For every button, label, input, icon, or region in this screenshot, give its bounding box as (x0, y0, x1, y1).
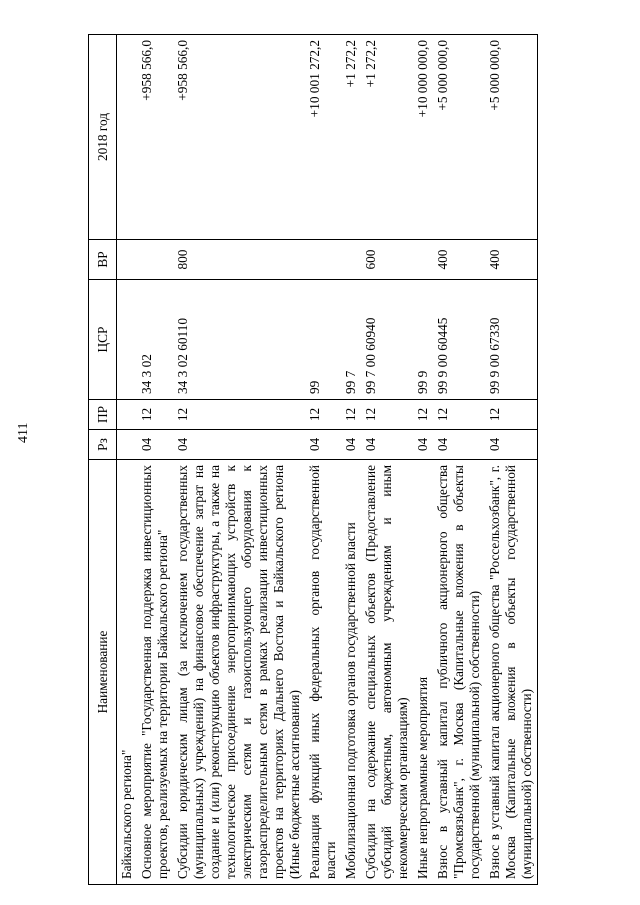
row-vr: 400 (433, 240, 485, 280)
row-rz: 04 (341, 430, 361, 460)
page-number: 411 (16, 422, 31, 443)
row-amount: +958 566,0 (137, 35, 173, 240)
row-vr (341, 240, 361, 280)
row-pr: 12 (361, 400, 413, 430)
row-csr: 34 3 02 60110 (173, 280, 305, 400)
table-row (117, 35, 138, 885)
row-amount (117, 35, 138, 240)
row-name: Субсидии юридическим лицам (за исключением государственных (муниципальных) учреждений) на финансовое обеспечение затрат на создание и (или) реконструкцию объектов инфраструктуры, а также на технологическое присоединение энергопринимающих устройств к электрическим сетям и газоиспользующего оборудования к газораспределительным сетям в рамках реализации инвестиционных проектов на территориях Дальнего Востока и Байкальского региона (Иные бюджетные ассигнования) (173, 460, 305, 885)
row-csr (117, 280, 138, 400)
row-amount: +5 000 000,0 (433, 35, 485, 240)
row-pr: 12 (341, 400, 361, 430)
row-vr: 800 (173, 240, 305, 280)
row-amount: +5 000 000,0 (485, 35, 538, 240)
row-name: Основное мероприятие "Государственная поддержка инвестиционных проектов, реализуемых на территории Байкальского региона" (137, 460, 173, 885)
row-pr: 12 (413, 400, 433, 430)
table-row (137, 35, 173, 885)
header-year: 2018 год (89, 35, 117, 240)
rotated-table-area (88, 35, 633, 885)
table-row (413, 35, 433, 885)
row-vr (117, 240, 138, 280)
row-csr: 99 9 00 67330 (485, 280, 538, 400)
row-amount: +1 272,2 (361, 35, 413, 240)
row-rz: 04 (305, 430, 341, 460)
row-pr: 12 (137, 400, 173, 430)
table-header-row (89, 35, 117, 885)
row-rz: 04 (433, 430, 485, 460)
row-name: Реализация функций иных федеральных органов государственной власти (305, 460, 341, 885)
row-csr: 99 7 00 60940 (361, 280, 413, 400)
table-row (433, 35, 485, 885)
table-row (485, 35, 538, 885)
header-rz: Рз (89, 430, 117, 460)
row-vr (413, 240, 433, 280)
table-row (361, 35, 413, 885)
row-vr: 600 (361, 240, 413, 280)
row-name: Взнос в уставный капитал акционерного общества "Россельхозбанк", г. Москва (Капитальные вложения в объекты государственной (муниципальной) собственности) (485, 460, 538, 885)
row-rz: 04 (361, 430, 413, 460)
row-name: Субсидии на содержание специальных объектов (Предоставление субсидий бюджетным, автономным учреждениям и иным некоммерческим организациям) (361, 460, 413, 885)
header-name: Наименование (89, 460, 117, 885)
row-pr: 12 (433, 400, 485, 430)
row-rz (117, 430, 138, 460)
row-name: Байкальского региона" (117, 460, 138, 885)
row-pr: 12 (305, 400, 341, 430)
row-vr (305, 240, 341, 280)
row-csr: 99 9 (413, 280, 433, 400)
row-rz: 04 (485, 430, 538, 460)
header-csr: ЦСР (89, 280, 117, 400)
header-pr: ПР (89, 400, 117, 430)
row-pr: 12 (173, 400, 305, 430)
row-name: Мобилизационная подготовка органов государственной власти (341, 460, 361, 885)
table-row (341, 35, 361, 885)
budget-table (88, 34, 538, 885)
row-amount: +958 566,0 (173, 35, 305, 240)
table-row (305, 35, 341, 885)
row-csr: 99 (305, 280, 341, 400)
row-vr (137, 240, 173, 280)
row-amount: +10 000 000,0 (413, 35, 433, 240)
row-csr: 99 9 00 60445 (433, 280, 485, 400)
row-pr: 12 (485, 400, 538, 430)
row-name: Иные непрограммные мероприятия (413, 460, 433, 885)
row-rz: 04 (413, 430, 433, 460)
header-vr: ВР (89, 240, 117, 280)
row-vr: 400 (485, 240, 538, 280)
row-rz: 04 (137, 430, 173, 460)
row-name: Взнос в уставный капитал публичного акционерного общества "Промсвязьбанк", г. Москва (Капитальные вложения в объекты государственной (муниципальной) собственности) (433, 460, 485, 885)
row-rz: 04 (173, 430, 305, 460)
row-csr: 34 3 02 (137, 280, 173, 400)
row-csr: 99 7 (341, 280, 361, 400)
table-row (173, 35, 305, 885)
row-amount: +10 001 272,2 (305, 35, 341, 240)
row-pr (117, 400, 138, 430)
row-amount: +1 272,2 (341, 35, 361, 240)
